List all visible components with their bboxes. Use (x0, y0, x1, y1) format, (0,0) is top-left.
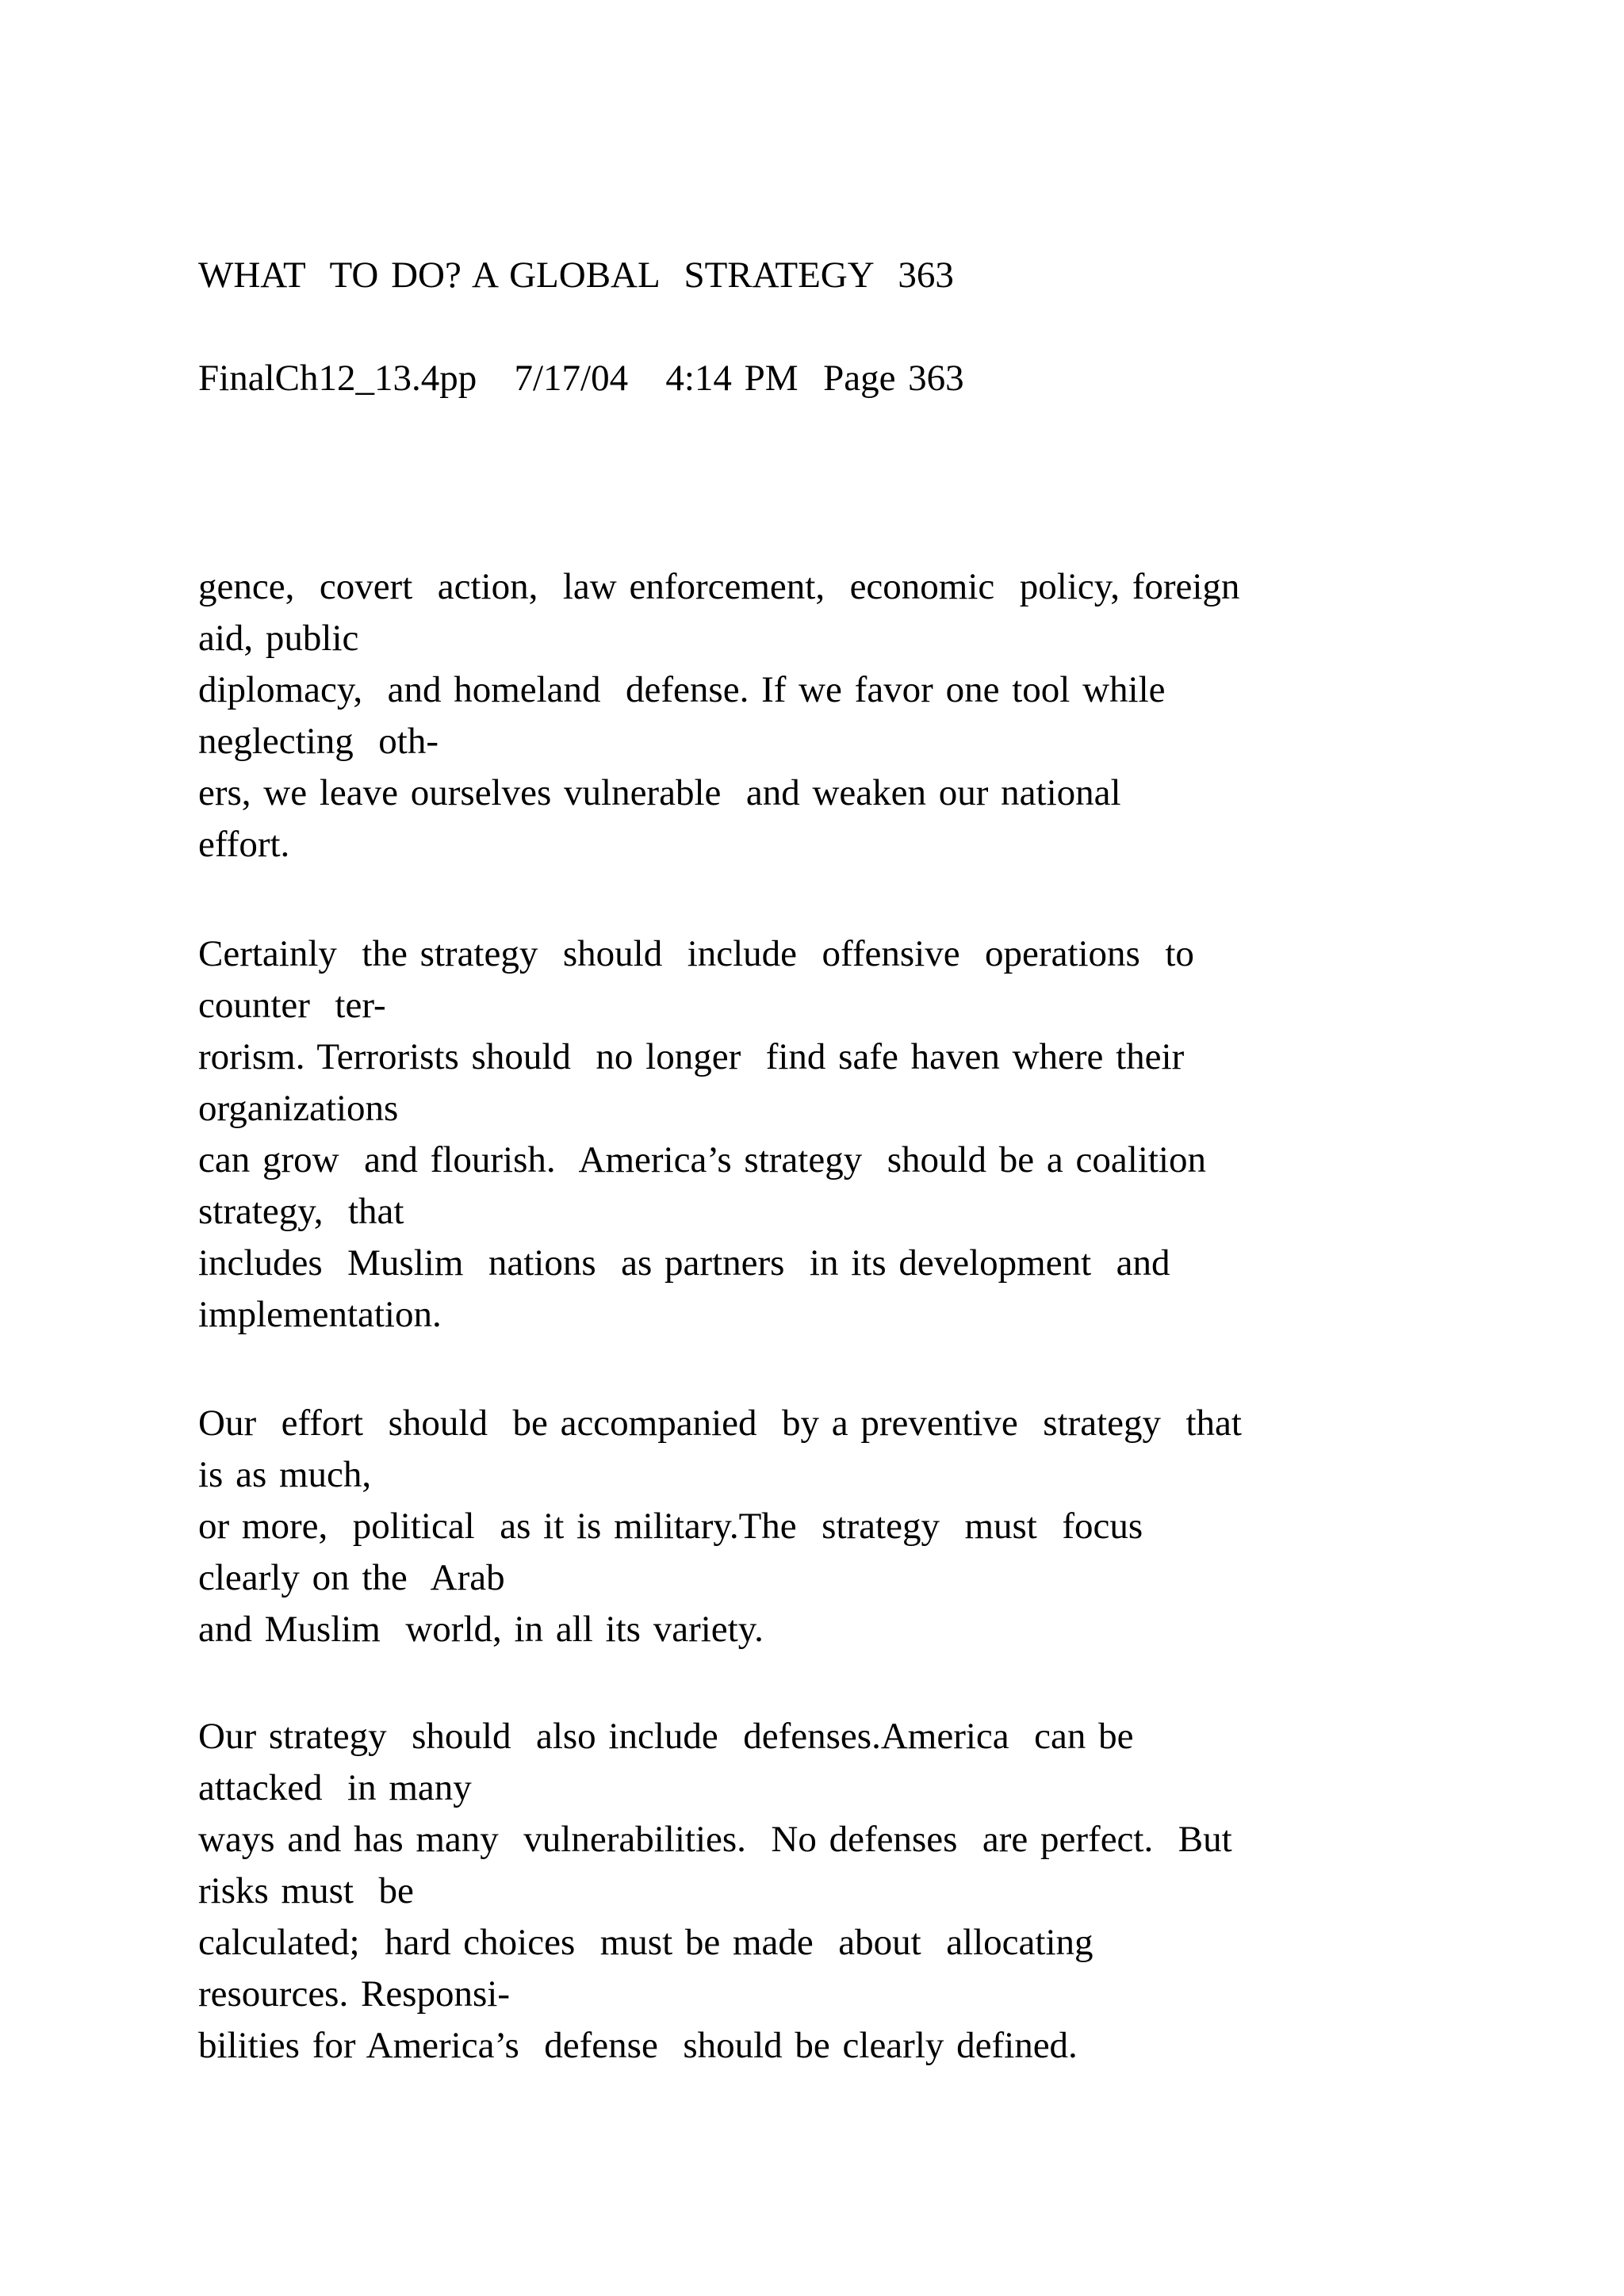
text-line: strategy, that (198, 1191, 404, 1232)
text-line: ways and has many vulnerabilities. No defenses are perfect. But (198, 1819, 1232, 1860)
text-line: implementation. (198, 1294, 442, 1335)
text-line: Certainly the strategy should include offensive operations to (198, 933, 1194, 974)
text-line: resources. Responsi- (198, 1973, 510, 2015)
file-info-line: FinalCh12_13.4pp 7/17/04 4:14 PM Page 363 (198, 358, 964, 399)
text-line: Our strategy should also include defenses.America can be (198, 1716, 1134, 1757)
text-line: risks must be (198, 1870, 414, 1911)
text-line: aid, public (198, 618, 359, 659)
text-line: organizations (198, 1088, 399, 1129)
text-line: gence, covert action, law enforcement, economic policy, foreign (198, 566, 1240, 607)
text-line: can grow and flourish. America’s strategy should be a coalition (198, 1139, 1206, 1181)
text-line: bilities for America’s defense should be clearly defined. (198, 2025, 1078, 2066)
text-line: ers, we leave ourselves vulnerable and weaken our national (198, 772, 1121, 813)
text-line: attacked in many (198, 1767, 472, 1808)
text-line: is as much, (198, 1454, 372, 1495)
text-line: counter ter- (198, 985, 386, 1026)
text-line: or more, political as it is military.The strategy must focus (198, 1506, 1143, 1547)
text-line: diplomacy, and homeland defense. If we favor one tool while (198, 669, 1166, 710)
running-head: WHAT TO DO? A GLOBAL STRATEGY 363 (198, 254, 954, 296)
text-line: clearly on the Arab (198, 1557, 505, 1598)
text-line: calculated; hard choices must be made about allocating (198, 1922, 1094, 1963)
text-line: effort. (198, 824, 290, 865)
text-line: rorism. Terrorists should no longer find safe haven where their (198, 1036, 1185, 1077)
text-line: includes Muslim nations as partners in its development and (198, 1242, 1170, 1284)
text-line: and Muslim world, in all its variety. (198, 1609, 764, 1650)
text-line: Our effort should be accompanied by a preventive strategy that (198, 1402, 1242, 1444)
text-line: neglecting oth- (198, 721, 439, 762)
